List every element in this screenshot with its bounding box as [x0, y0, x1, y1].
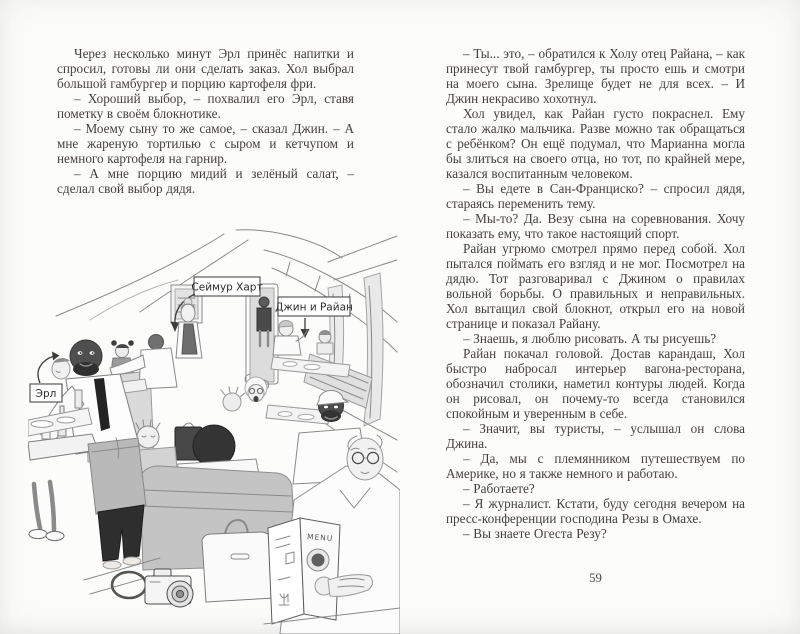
paragraph: Через несколько минут Эрл принёс напитки и спросил, готовы ли они сделать заказ. Хол выбрал большой гамбургер и порцию картофеля фри.: [57, 46, 354, 91]
spiky-hair-kid: [221, 387, 245, 411]
paragraph: – Хороший выбор, – похвалил его Эрл, ставя пометку в своём блокнотике.: [57, 91, 354, 121]
earl-trousers: [98, 505, 144, 561]
paragraph: Райан угрюмо смотрел прямо перед собой. Хол пытался поймать его взгляд и не мог. Посмотрел на дядю. Тот разговаривал с Джином о правилах вольной борьбы. О правильных и неправильных. Хол вытащил свой блокнот, открыл его на новой странице и показал Райану.: [446, 241, 745, 331]
paragraph: – Ты... это, – обратился к Холу отец Райана, – как принесут твой гамбургер, ты просто ешь и смотри на моего сына. Зрелище будет не для всех. – И Джин некрасиво хохотнул.: [446, 46, 745, 106]
paragraph: – Я журналист. Кстати, буду сегодня вечером на пресс-конференции господина Резы в Омахе.: [446, 496, 745, 526]
label-earl-text: Эрл: [35, 388, 57, 400]
menu-card-title: MENU: [306, 532, 334, 543]
paragraph: – Значит, вы туристы, – услышал он слова Джина.: [446, 421, 745, 451]
paragraph: – Вы едете в Сан-Франциско? – спросил дядя, стараясь переменить тему.: [446, 181, 745, 211]
bottle: [75, 390, 82, 408]
label-seymour-hart-text: Сеймур Харт: [191, 281, 263, 294]
gin-shirt: [273, 336, 301, 355]
paragraph: Хол увидел, как Райан густо покраснел. Ему стало жалко мальчика. Разве можно так обращаться с ребёнком? Он ещё подумал, что Марианна могла бы злиться на своего отца, но тот, по крайней мере, казался воспитанным человеком.: [446, 106, 745, 181]
camera-strap: [112, 572, 146, 598]
paragraph: – Знаешь, я люблю рисовать. А ты рисуешь?: [463, 331, 717, 346]
leaning-passenger: [52, 358, 70, 379]
right-page-text: [446, 46, 745, 541]
menu-card: [268, 518, 340, 624]
earl-apron: [88, 438, 146, 514]
dining-car-illustration: [28, 228, 400, 634]
paragraph: – А мне порцию мидий и зелёный салат, – сделал свой выбор дядя.: [57, 166, 354, 196]
paragraph: – Вы знаете Огеста Резу?: [463, 526, 607, 541]
paragraph: – Мы-то? Да. Везу сына на соревнования. Хочу показать ему, что такое настоящий спорт.: [446, 211, 745, 241]
left-page-text: [57, 46, 354, 196]
paragraph: – Работаете?: [463, 481, 535, 496]
paragraph: – Да, мы с племянником путешествуем по Америке, но я также немного и работаю.: [446, 451, 745, 481]
label-gin-ryan-text: Джин и Райан: [275, 301, 353, 314]
paragraph: – Моему сыну то же самое, – сказал Джин. – А мне жареную тортилью с сыром и кетчупом и немного картофеля на гарнир.: [57, 121, 354, 166]
paragraph: Райан покачал головой. Достав карандаш, Хол быстро набросал интерьер вагона-ресторана, обозначил столики, наметил контуры людей. Когда он рисовал, он почему-то всегда становился спокойным и уверенным в себе.: [446, 346, 745, 421]
page-number: 59: [589, 571, 602, 585]
